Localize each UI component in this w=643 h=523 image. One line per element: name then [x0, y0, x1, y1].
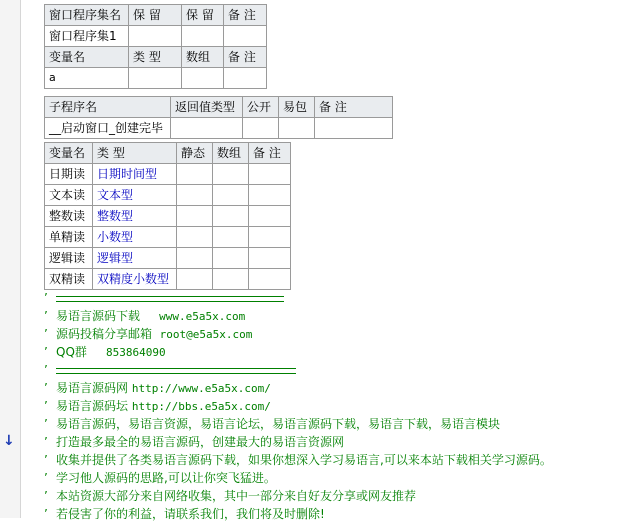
comment-number: 853864090	[105, 346, 166, 359]
lv-remark-cell[interactable]	[249, 269, 291, 290]
lv-name-cell[interactable]: 文本读	[45, 185, 93, 206]
sub-name-cell[interactable]: __启动窗口_创建完毕	[45, 118, 171, 139]
comment-quote: ’	[44, 399, 48, 413]
separator-rule	[56, 296, 284, 302]
comment-line[interactable]	[44, 397, 634, 415]
comment-text: QQ群	[56, 345, 87, 359]
comment-quote: ’	[44, 417, 48, 431]
lv-static-cell[interactable]	[177, 227, 213, 248]
lv-static-cell[interactable]	[177, 206, 213, 227]
table-row[interactable]	[45, 248, 291, 269]
assembly-row[interactable]	[45, 26, 267, 47]
comment-quote: ’	[44, 345, 48, 359]
lv-remark-header: 备 注	[249, 143, 291, 164]
lv-static-cell[interactable]	[177, 269, 213, 290]
table-row[interactable]	[45, 164, 291, 185]
comment-quote: ’	[44, 471, 48, 485]
subroutine-header-row	[45, 97, 393, 118]
lv-array-cell[interactable]	[213, 269, 249, 290]
lv-remark-cell[interactable]	[249, 164, 291, 185]
lv-type-cell[interactable]: 日期时间型	[93, 164, 177, 185]
lv-type-cell[interactable]: 小数型	[93, 227, 177, 248]
table-row[interactable]	[45, 227, 291, 248]
comment-line[interactable]	[44, 415, 634, 433]
comment-quote: ’	[44, 489, 48, 503]
comment-text: 易语言源码网	[56, 381, 129, 395]
lv-static-cell[interactable]	[177, 185, 213, 206]
assembly-var-row[interactable]	[45, 68, 267, 89]
table-row[interactable]	[45, 185, 291, 206]
comment-line[interactable]	[44, 379, 634, 397]
public-header: 公开	[243, 97, 279, 118]
assembly-header-row	[45, 5, 267, 26]
var-type-cell[interactable]	[129, 68, 182, 89]
var-array-cell[interactable]	[182, 68, 224, 89]
comment-quote: ’	[44, 291, 48, 305]
comment-text: 打造最多最全的易语言源码，创建最大的易语言资源网	[56, 435, 345, 449]
easy-package-cell[interactable]	[279, 118, 315, 139]
assembly-name-header: 窗口程序集名	[45, 5, 129, 26]
comment-text: 源码投稿分享邮箱	[56, 327, 153, 341]
lv-static-cell[interactable]	[177, 248, 213, 269]
lv-type-header: 类 型	[93, 143, 177, 164]
lv-remark-cell[interactable]	[249, 227, 291, 248]
comment-line[interactable]	[44, 307, 634, 325]
return-type-header: 返回值类型	[171, 97, 243, 118]
lv-name-cell[interactable]: 双精读	[45, 269, 93, 290]
comment-line[interactable]	[44, 451, 634, 469]
lv-array-header: 数组	[213, 143, 249, 164]
lv-static-cell[interactable]	[177, 164, 213, 185]
comment-quote: ’	[44, 381, 48, 395]
comment-line[interactable]	[44, 325, 634, 343]
public-cell[interactable]	[243, 118, 279, 139]
comment-email: root@e5a5x.com	[159, 328, 253, 341]
comment-quote: ’	[44, 327, 48, 341]
comment-quote: ’	[44, 435, 48, 449]
table-row[interactable]	[45, 206, 291, 227]
remark-cell[interactable]	[224, 26, 267, 47]
lv-array-cell[interactable]	[213, 164, 249, 185]
comment-line[interactable]	[44, 289, 634, 307]
comment-url: http://bbs.e5a5x.com/	[131, 400, 271, 413]
comment-line[interactable]	[44, 433, 634, 451]
comment-quote: ’	[44, 453, 48, 467]
assembly-var-header-row	[45, 47, 267, 68]
lv-array-cell[interactable]	[213, 248, 249, 269]
comment-block	[44, 289, 634, 523]
assembly-table	[44, 4, 267, 89]
var-remark-header: 备 注	[224, 47, 267, 68]
lv-array-cell[interactable]	[213, 185, 249, 206]
lv-remark-cell[interactable]	[249, 248, 291, 269]
lv-type-cell[interactable]: 逻辑型	[93, 248, 177, 269]
local-vars-header-row	[45, 143, 291, 164]
lv-remark-cell[interactable]	[249, 206, 291, 227]
var-remark-cell[interactable]	[224, 68, 267, 89]
comment-text: 若侵害了你的利益，请联系我们，我们将及时删除!	[56, 507, 325, 521]
comment-line[interactable]	[44, 469, 634, 487]
subroutine-row[interactable]	[45, 118, 393, 139]
comment-quote: ’	[44, 363, 48, 377]
comment-text: 易语言源码，易语言资源，易语言论坛，易语言源码下载，易语言下载，易语言模块	[56, 417, 501, 431]
var-name-cell[interactable]: a	[45, 68, 129, 89]
lv-name-cell[interactable]: 单精读	[45, 227, 93, 248]
lv-name-cell[interactable]: 整数读	[45, 206, 93, 227]
comment-text: 学习他人源码的思路,可以让你突飞猛进。	[56, 471, 276, 485]
table-row[interactable]	[45, 269, 291, 290]
subroutine-table	[44, 96, 393, 139]
lv-type-cell[interactable]: 双精度小数型	[93, 269, 177, 290]
comment-text: 易语言源码坛	[56, 399, 129, 413]
lv-array-cell[interactable]	[213, 227, 249, 248]
comment-line[interactable]	[44, 343, 634, 361]
lv-type-cell[interactable]: 整数型	[93, 206, 177, 227]
comment-url: www.e5a5x.com	[159, 310, 246, 323]
var-array-header: 数组	[182, 47, 224, 68]
reserved-header-2: 保 留	[182, 5, 224, 26]
lv-name-cell[interactable]: 日期读	[45, 164, 93, 185]
var-type-header: 类 型	[129, 47, 182, 68]
comment-line[interactable]	[44, 505, 634, 523]
lv-static-header: 静态	[177, 143, 213, 164]
sub-name-header: 子程序名	[45, 97, 171, 118]
reserved-header-1: 保 留	[129, 5, 182, 26]
sub-remark-header: 备 注	[315, 97, 393, 118]
comment-line[interactable]	[44, 361, 634, 379]
lv-name-header: 变量名	[45, 143, 93, 164]
remark-header: 备 注	[224, 5, 267, 26]
assembly-name-cell[interactable]: 窗口程序集1	[45, 26, 129, 47]
lv-remark-cell[interactable]	[249, 185, 291, 206]
lv-array-cell[interactable]	[213, 206, 249, 227]
down-arrow-icon[interactable]: ↓	[3, 433, 15, 449]
comment-quote: ’	[44, 507, 48, 521]
sub-remark-cell[interactable]	[315, 118, 393, 139]
return-type-cell[interactable]	[171, 118, 243, 139]
comment-url: http://www.e5a5x.com/	[131, 382, 271, 395]
editor-gutter	[0, 0, 21, 518]
comment-text: 收集并提供了各类易语言源码下载，如果你想深入学习易语言,可以来本站下载相关学习源码。	[56, 453, 552, 467]
var-name-header: 变量名	[45, 47, 129, 68]
reserved-cell-1[interactable]	[129, 26, 182, 47]
comment-line[interactable]	[44, 487, 634, 505]
separator-rule	[56, 368, 296, 374]
reserved-cell-2[interactable]	[182, 26, 224, 47]
easy-package-header: 易包	[279, 97, 315, 118]
comment-text: 本站资源大部分来自网络收集，其中一部分来自好友分享或网友推荐	[56, 489, 417, 503]
local-vars-table	[44, 142, 291, 290]
comment-text: 易语言源码下载	[56, 309, 141, 323]
lv-name-cell[interactable]: 逻辑读	[45, 248, 93, 269]
comment-quote: ’	[44, 309, 48, 323]
lv-type-cell[interactable]: 文本型	[93, 185, 177, 206]
